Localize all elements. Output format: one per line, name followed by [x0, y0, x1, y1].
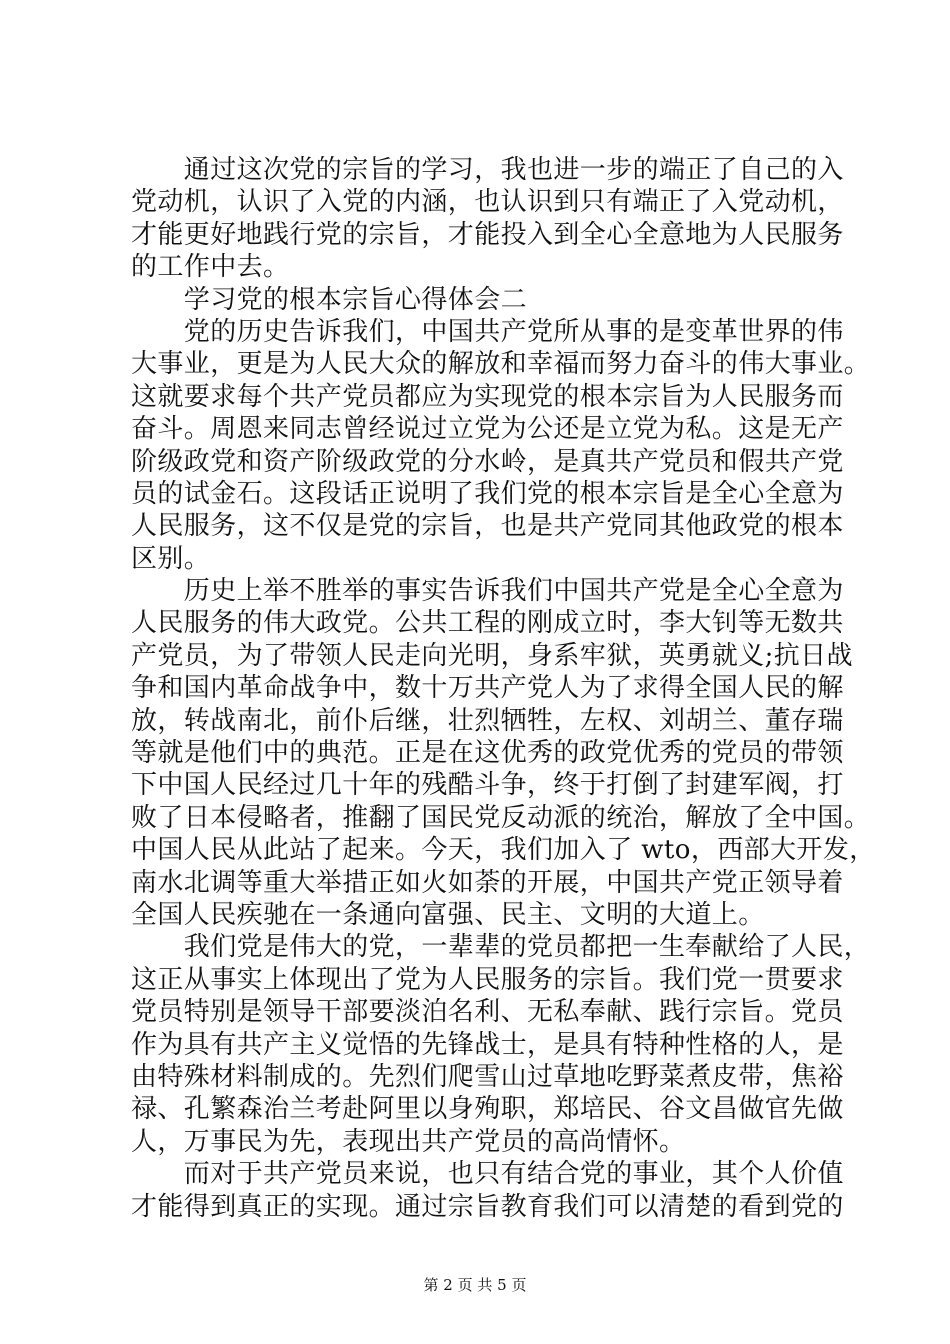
text-line: 这正从事实上体现出了党为人民服务的宗旨。我们党一贯要求 — [131, 964, 844, 995]
text-line: 党员特别是领导干部要淡泊名利、无私奉献、践行宗旨。党员 — [131, 997, 844, 1028]
text-line: 才能更好地践行党的宗旨，才能投入到全心全意地为人民服务 — [131, 219, 844, 250]
text-line: 才能得到真正的实现。通过宗旨教育我们可以清楚的看到党的 — [131, 1191, 844, 1222]
text-line: 放，转战南北，前仆后继，壮烈牺牲，左权、刘胡兰、董存瑞 — [131, 705, 844, 736]
document-body — [131, 154, 876, 1223]
text-line: 由特殊材料制成的。先烈们爬雪山过草地吃野菜煮皮带，焦裕 — [131, 1061, 844, 1092]
text-line: 奋斗。周恩来同志曾经说过立党为公还是立党为私。这是无产 — [131, 414, 844, 445]
text-line: 大事业，更是为人民大众的解放和幸福而努力奋斗的伟大事业。 — [131, 349, 871, 380]
text-line: 全国人民疾驰在一条通向富强、民主、文明的大道上。 — [131, 899, 765, 930]
text-line: 作为具有共产主义觉悟的先锋战士，是具有特种性格的人，是 — [131, 1029, 844, 1060]
text-line: 这就要求每个共产党员都应为实现党的根本宗旨为人民服务而 — [131, 381, 844, 412]
text-line: 阶级政党和资产阶级政党的分水岭，是真共产党员和假共产党 — [131, 446, 844, 477]
text-line: 党的历史告诉我们，中国共产党所从事的是变革世界的伟 — [131, 316, 844, 347]
text-line: 中国人民从此站了起来。今天，我们加入了 wto，西部大开发， — [131, 835, 876, 866]
section-heading: 学习党的根本宗旨心得体会二 — [131, 284, 528, 315]
page-number-footer: 第 2 页 共 5 页 — [423, 1276, 527, 1294]
text-line: 下中国人民经过几十年的残酷斗争，终于打倒了封建军阀，打 — [131, 770, 844, 801]
text-line: 我们党是伟大的党，一辈辈的党员都把一生奉献给了人民， — [131, 932, 871, 963]
text-line: 产党员，为了带领人民走向光明，身系牢狱，英勇就义;抗日战 — [131, 640, 853, 671]
text-line: 争和国内革命战争中，数十万共产党人为了求得全国人民的解 — [131, 673, 844, 704]
text-line: 南水北调等重大举措正如火如荼的开展，中国共产党正领导着 — [131, 867, 844, 898]
text-line: 人民服务的伟大政党。公共工程的刚成立时，李大钊等无数共 — [131, 608, 844, 639]
text-line: 员的试金石。这段话正说明了我们党的根本宗旨是全心全意为 — [131, 478, 844, 509]
text-line: 等就是他们中的典范。正是在这优秀的政党优秀的党员的带领 — [131, 738, 844, 769]
text-line: 党动机，认识了入党的内涵，也认识到只有端正了入党动机， — [131, 187, 844, 218]
text-line: 区别。 — [131, 543, 211, 574]
text-line: 历史上举不胜举的事实告诉我们中国共产党是全心全意为 — [131, 576, 844, 607]
text-line: 人，万事民为先，表现出共产党员的高尚情怀。 — [131, 1126, 686, 1157]
text-line: 通过这次党的宗旨的学习，我也进一步的端正了自己的入 — [131, 155, 844, 185]
text-line: 人民服务，这不仅是党的宗旨，也是共产党同其他政党的根本 — [131, 511, 844, 542]
text-line: 而对于共产党员来说，也只有结合党的事业，其个人价值 — [131, 1159, 844, 1190]
text-line: 败了日本侵略者，推翻了国民党反动派的统治，解放了全中国。 — [131, 802, 871, 833]
text-line: 的工作中去。 — [131, 252, 290, 283]
text-line: 禄、孔繁森治兰考赴阿里以身殉职，郑培民、谷文昌做官先做 — [131, 1094, 844, 1125]
